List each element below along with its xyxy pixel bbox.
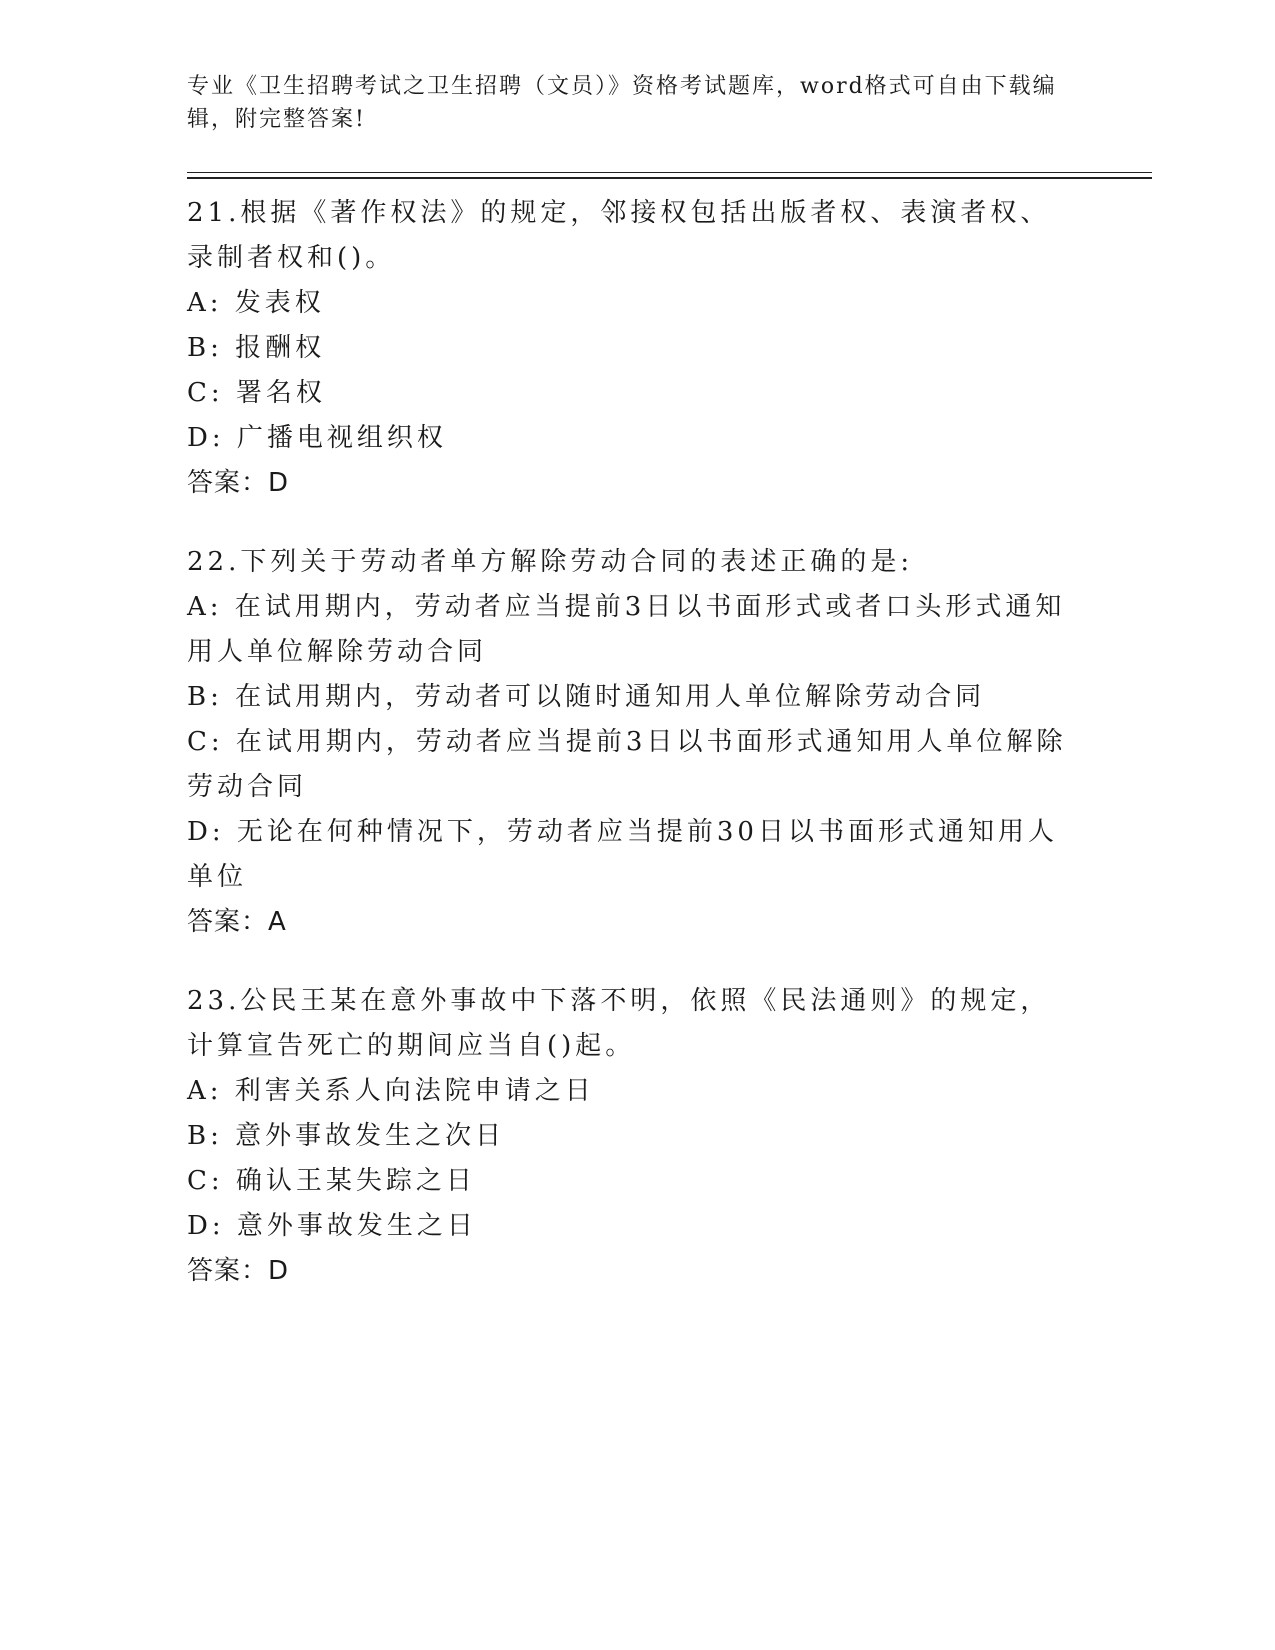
option-c: C: 在试用期内，劳动者应当提前3日以书面形式通知用人单位解除劳动合同 xyxy=(187,727,1067,802)
question-21 xyxy=(187,191,1152,506)
option-b: B: 意外事故发生之次日 xyxy=(187,1121,506,1151)
option-c: C: 署名权 xyxy=(187,378,326,408)
header-divider xyxy=(187,172,1152,179)
option-a: A: 在试用期内，劳动者应当提前3日以书面形式或者口头形式通知用人单位解除劳动合同 xyxy=(187,592,1066,667)
option-d: D: 无论在何种情况下，劳动者应当提前30日以书面形式通知用人单位 xyxy=(187,817,1058,892)
answer-line: 答案：D xyxy=(187,468,290,498)
option-a: A: 利害关系人向法院申请之日 xyxy=(187,1076,595,1106)
question-stem: 22.下列关于劳动者单方解除劳动合同的表述正确的是: xyxy=(187,547,914,577)
option-b: B: 报酬权 xyxy=(187,333,326,363)
question-stem: 23.公民王某在意外事故中下落不明，依照《民法通则》的规定，计算宣告死亡的期间应当自()起。 xyxy=(187,986,1051,1061)
option-d: D: 意外事故发生之日 xyxy=(187,1211,477,1241)
option-a: A: 发表权 xyxy=(187,288,325,318)
question-23 xyxy=(187,979,1152,1294)
answer-line: 答案：D xyxy=(187,1256,290,1286)
option-d: D: 广播电视组织权 xyxy=(187,423,447,453)
option-b: B: 在试用期内，劳动者可以随时通知用人单位解除劳动合同 xyxy=(187,682,986,712)
question-stem: 21.根据《著作权法》的规定，邻接权包括出版者权、表演者权、录制者权和()。 xyxy=(187,198,1051,273)
document-page xyxy=(187,70,1152,1294)
question-22 xyxy=(187,540,1152,945)
option-c: C: 确认王某失踪之日 xyxy=(187,1166,476,1196)
answer-line: 答案：A xyxy=(187,907,287,937)
document-header: 专业《卫生招聘考试之卫生招聘（文员）》资格考试题库，word格式可自由下载编辑，附完整答案! xyxy=(187,74,1057,132)
